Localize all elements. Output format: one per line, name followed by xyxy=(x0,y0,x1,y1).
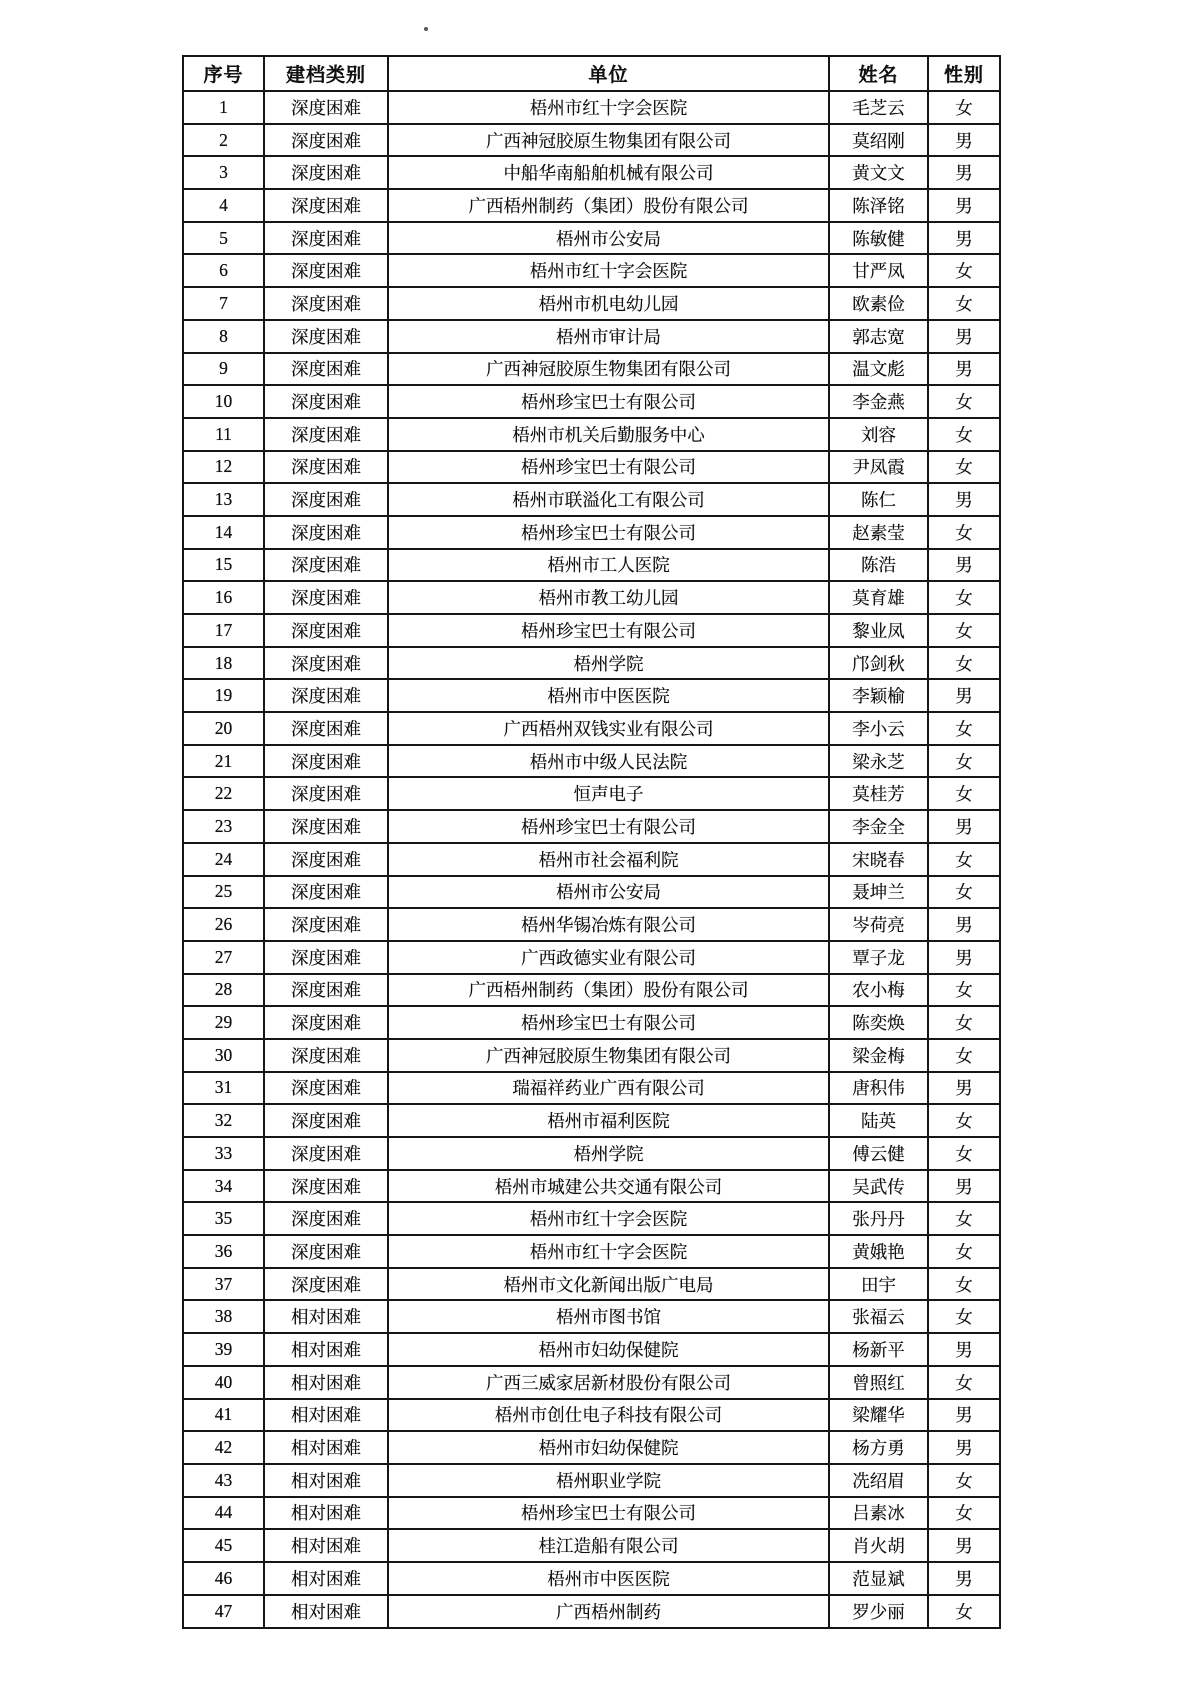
name-cell: 肖火胡 xyxy=(829,1529,928,1562)
organization-cell: 梧州市中医医院 xyxy=(388,679,829,712)
row-number-cell: 33 xyxy=(183,1137,264,1170)
organization-cell: 梧州市社会福利院 xyxy=(388,843,829,876)
row-number-cell: 36 xyxy=(183,1235,264,1268)
gender-cell: 男 xyxy=(928,549,1000,582)
category-cell: 深度困难 xyxy=(264,254,388,287)
organization-cell: 瑞福祥药业广西有限公司 xyxy=(388,1072,829,1105)
table-row xyxy=(183,876,1000,909)
table-row xyxy=(183,483,1000,516)
row-number-cell: 13 xyxy=(183,483,264,516)
table-row xyxy=(183,941,1000,974)
table-row xyxy=(183,614,1000,647)
gender-cell: 男 xyxy=(928,320,1000,353)
table-row xyxy=(183,91,1000,124)
category-cell: 深度困难 xyxy=(264,124,388,157)
row-number-cell: 4 xyxy=(183,189,264,222)
row-number-cell: 16 xyxy=(183,581,264,614)
row-number-cell: 8 xyxy=(183,320,264,353)
category-cell: 相对困难 xyxy=(264,1333,388,1366)
name-cell: 尹凤霞 xyxy=(829,451,928,484)
table-row xyxy=(183,647,1000,680)
gender-cell: 女 xyxy=(928,1268,1000,1301)
name-cell: 邝剑秋 xyxy=(829,647,928,680)
category-cell: 深度困难 xyxy=(264,91,388,124)
category-cell: 深度困难 xyxy=(264,1072,388,1105)
table-row xyxy=(183,156,1000,189)
gender-cell: 男 xyxy=(928,1170,1000,1203)
table-row xyxy=(183,1333,1000,1366)
table-row xyxy=(183,712,1000,745)
name-cell: 梁金梅 xyxy=(829,1039,928,1072)
organization-cell: 梧州珍宝巴士有限公司 xyxy=(388,614,829,647)
name-cell: 范显斌 xyxy=(829,1562,928,1595)
row-number-cell: 41 xyxy=(183,1399,264,1432)
name-cell: 吴武传 xyxy=(829,1170,928,1203)
category-cell: 相对困难 xyxy=(264,1595,388,1628)
gender-cell: 女 xyxy=(928,1366,1000,1399)
name-cell: 杨新平 xyxy=(829,1333,928,1366)
category-cell: 深度困难 xyxy=(264,1170,388,1203)
row-number-cell: 1 xyxy=(183,91,264,124)
organization-cell: 梧州市文化新闻出版广电局 xyxy=(388,1268,829,1301)
name-cell: 莫育雄 xyxy=(829,581,928,614)
roster-table xyxy=(182,55,1001,1629)
name-cell: 陈仁 xyxy=(829,483,928,516)
organization-cell: 梧州市红十字会医院 xyxy=(388,91,829,124)
name-cell: 莫绍刚 xyxy=(829,124,928,157)
name-cell: 杨方勇 xyxy=(829,1431,928,1464)
organization-cell: 桂江造船有限公司 xyxy=(388,1529,829,1562)
table-row xyxy=(183,679,1000,712)
row-number-cell: 40 xyxy=(183,1366,264,1399)
gender-cell: 男 xyxy=(928,222,1000,255)
gender-cell: 男 xyxy=(928,908,1000,941)
table-row xyxy=(183,1268,1000,1301)
category-cell: 深度困难 xyxy=(264,876,388,909)
category-cell: 相对困难 xyxy=(264,1431,388,1464)
gender-cell: 女 xyxy=(928,254,1000,287)
row-number-cell: 7 xyxy=(183,287,264,320)
row-number-cell: 15 xyxy=(183,549,264,582)
name-cell: 郭志宽 xyxy=(829,320,928,353)
row-number-cell: 6 xyxy=(183,254,264,287)
gender-cell: 女 xyxy=(928,712,1000,745)
table-row xyxy=(183,320,1000,353)
category-cell: 深度困难 xyxy=(264,516,388,549)
name-cell: 黄娥艳 xyxy=(829,1235,928,1268)
category-cell: 深度困难 xyxy=(264,974,388,1007)
gender-cell: 女 xyxy=(928,1039,1000,1072)
name-cell: 赵素莹 xyxy=(829,516,928,549)
gender-cell: 女 xyxy=(928,1104,1000,1137)
gender-cell: 女 xyxy=(928,516,1000,549)
name-cell: 梁永芝 xyxy=(829,745,928,778)
gender-cell: 男 xyxy=(928,124,1000,157)
name-cell: 陈浩 xyxy=(829,549,928,582)
gender-cell: 女 xyxy=(928,418,1000,451)
row-number-cell: 24 xyxy=(183,843,264,876)
gender-cell: 女 xyxy=(928,1235,1000,1268)
gender-cell: 女 xyxy=(928,1202,1000,1235)
row-number-cell: 14 xyxy=(183,516,264,549)
organization-cell: 梧州珍宝巴士有限公司 xyxy=(388,385,829,418)
name-cell: 张福云 xyxy=(829,1300,928,1333)
row-number-cell: 28 xyxy=(183,974,264,1007)
name-cell: 李小云 xyxy=(829,712,928,745)
organization-cell: 中船华南船舶机械有限公司 xyxy=(388,156,829,189)
name-cell: 覃子龙 xyxy=(829,941,928,974)
name-cell: 吕素冰 xyxy=(829,1497,928,1530)
organization-cell: 梧州市中医医院 xyxy=(388,1562,829,1595)
category-cell: 相对困难 xyxy=(264,1497,388,1530)
gender-cell: 女 xyxy=(928,1464,1000,1497)
gender-cell: 女 xyxy=(928,451,1000,484)
row-number-cell: 46 xyxy=(183,1562,264,1595)
category-cell: 深度困难 xyxy=(264,1104,388,1137)
name-cell: 刘容 xyxy=(829,418,928,451)
gender-cell: 女 xyxy=(928,1006,1000,1039)
name-cell: 唐积伟 xyxy=(829,1072,928,1105)
organization-cell: 梧州市公安局 xyxy=(388,222,829,255)
table-row xyxy=(183,1431,1000,1464)
gender-cell: 女 xyxy=(928,974,1000,1007)
category-cell: 深度困难 xyxy=(264,451,388,484)
category-cell: 相对困难 xyxy=(264,1366,388,1399)
organization-cell: 梧州市中级人民法院 xyxy=(388,745,829,778)
organization-cell: 梧州市妇幼保健院 xyxy=(388,1333,829,1366)
name-cell: 温文彪 xyxy=(829,353,928,386)
table-header xyxy=(183,56,1000,91)
gender-cell: 男 xyxy=(928,941,1000,974)
name-cell: 张丹丹 xyxy=(829,1202,928,1235)
table-row xyxy=(183,451,1000,484)
table-row xyxy=(183,745,1000,778)
category-cell: 深度困难 xyxy=(264,745,388,778)
row-number-cell: 34 xyxy=(183,1170,264,1203)
row-number-cell: 22 xyxy=(183,777,264,810)
gender-cell: 男 xyxy=(928,1431,1000,1464)
organization-cell: 梧州珍宝巴士有限公司 xyxy=(388,516,829,549)
category-cell: 深度困难 xyxy=(264,483,388,516)
organization-cell: 广西神冠胶原生物集团有限公司 xyxy=(388,1039,829,1072)
category-cell: 深度困难 xyxy=(264,1202,388,1235)
row-number-cell: 23 xyxy=(183,810,264,843)
header-gender: 性别 xyxy=(928,56,1000,91)
table-row xyxy=(183,1366,1000,1399)
organization-cell: 广西梧州制药（集团）股份有限公司 xyxy=(388,974,829,1007)
table-row xyxy=(183,1464,1000,1497)
gender-cell: 女 xyxy=(928,843,1000,876)
gender-cell: 男 xyxy=(928,353,1000,386)
category-cell: 深度困难 xyxy=(264,1039,388,1072)
organization-cell: 梧州珍宝巴士有限公司 xyxy=(388,1497,829,1530)
organization-cell: 梧州市公安局 xyxy=(388,876,829,909)
organization-cell: 梧州市红十字会医院 xyxy=(388,254,829,287)
row-number-cell: 10 xyxy=(183,385,264,418)
name-cell: 梁耀华 xyxy=(829,1399,928,1432)
organization-cell: 梧州市审计局 xyxy=(388,320,829,353)
gender-cell: 女 xyxy=(928,1300,1000,1333)
name-cell: 甘严凤 xyxy=(829,254,928,287)
table-row xyxy=(183,222,1000,255)
row-number-cell: 29 xyxy=(183,1006,264,1039)
row-number-cell: 2 xyxy=(183,124,264,157)
organization-cell: 梧州市图书馆 xyxy=(388,1300,829,1333)
category-cell: 深度困难 xyxy=(264,1268,388,1301)
name-cell: 李金燕 xyxy=(829,385,928,418)
row-number-cell: 17 xyxy=(183,614,264,647)
organization-cell: 梧州学院 xyxy=(388,1137,829,1170)
gender-cell: 女 xyxy=(928,287,1000,320)
organization-cell: 广西梧州制药 xyxy=(388,1595,829,1628)
table-row xyxy=(183,974,1000,1007)
gender-cell: 男 xyxy=(928,679,1000,712)
table-row xyxy=(183,1202,1000,1235)
table-row xyxy=(183,549,1000,582)
category-cell: 相对困难 xyxy=(264,1399,388,1432)
category-cell: 深度困难 xyxy=(264,777,388,810)
category-cell: 深度困难 xyxy=(264,353,388,386)
category-cell: 相对困难 xyxy=(264,1464,388,1497)
header-row-number: 序号 xyxy=(183,56,264,91)
category-cell: 深度困难 xyxy=(264,385,388,418)
row-number-cell: 18 xyxy=(183,647,264,680)
row-number-cell: 3 xyxy=(183,156,264,189)
organization-cell: 广西三威家居新材股份有限公司 xyxy=(388,1366,829,1399)
table-row xyxy=(183,1039,1000,1072)
gender-cell: 女 xyxy=(928,1497,1000,1530)
name-cell: 陈奕焕 xyxy=(829,1006,928,1039)
header-row xyxy=(183,56,1000,91)
row-number-cell: 31 xyxy=(183,1072,264,1105)
row-number-cell: 9 xyxy=(183,353,264,386)
gender-cell: 女 xyxy=(928,876,1000,909)
gender-cell: 男 xyxy=(928,189,1000,222)
table-row xyxy=(183,124,1000,157)
category-cell: 相对困难 xyxy=(264,1300,388,1333)
category-cell: 深度困难 xyxy=(264,908,388,941)
organization-cell: 广西梧州双钱实业有限公司 xyxy=(388,712,829,745)
name-cell: 陆英 xyxy=(829,1104,928,1137)
name-cell: 毛芝云 xyxy=(829,91,928,124)
header-organization: 单位 xyxy=(388,56,829,91)
name-cell: 曾照红 xyxy=(829,1366,928,1399)
organization-cell: 梧州市红十字会医院 xyxy=(388,1202,829,1235)
organization-cell: 梧州珍宝巴士有限公司 xyxy=(388,1006,829,1039)
row-number-cell: 12 xyxy=(183,451,264,484)
organization-cell: 梧州珍宝巴士有限公司 xyxy=(388,810,829,843)
table-row xyxy=(183,385,1000,418)
gender-cell: 男 xyxy=(928,1399,1000,1432)
table-row xyxy=(183,810,1000,843)
gender-cell: 女 xyxy=(928,385,1000,418)
category-cell: 深度困难 xyxy=(264,843,388,876)
name-cell: 农小梅 xyxy=(829,974,928,1007)
name-cell: 冼绍眉 xyxy=(829,1464,928,1497)
row-number-cell: 5 xyxy=(183,222,264,255)
gender-cell: 男 xyxy=(928,156,1000,189)
table-row xyxy=(183,908,1000,941)
organization-cell: 梧州市联溢化工有限公司 xyxy=(388,483,829,516)
gender-cell: 女 xyxy=(928,1137,1000,1170)
category-cell: 深度困难 xyxy=(264,941,388,974)
organization-cell: 梧州珍宝巴士有限公司 xyxy=(388,451,829,484)
gender-cell: 女 xyxy=(928,1595,1000,1628)
table-row xyxy=(183,1562,1000,1595)
name-cell: 莫桂芳 xyxy=(829,777,928,810)
name-cell: 黎业凤 xyxy=(829,614,928,647)
organization-cell: 梧州市教工幼儿园 xyxy=(388,581,829,614)
category-cell: 深度困难 xyxy=(264,320,388,353)
gender-cell: 女 xyxy=(928,614,1000,647)
organization-cell: 梧州华锡冶炼有限公司 xyxy=(388,908,829,941)
table-row xyxy=(183,1104,1000,1137)
table-row xyxy=(183,1170,1000,1203)
category-cell: 深度困难 xyxy=(264,549,388,582)
row-number-cell: 25 xyxy=(183,876,264,909)
row-number-cell: 26 xyxy=(183,908,264,941)
organization-cell: 恒声电子 xyxy=(388,777,829,810)
table-row xyxy=(183,843,1000,876)
row-number-cell: 45 xyxy=(183,1529,264,1562)
table-row xyxy=(183,777,1000,810)
row-number-cell: 19 xyxy=(183,679,264,712)
organization-cell: 广西神冠胶原生物集团有限公司 xyxy=(388,353,829,386)
row-number-cell: 43 xyxy=(183,1464,264,1497)
category-cell: 深度困难 xyxy=(264,1137,388,1170)
category-cell: 深度困难 xyxy=(264,1235,388,1268)
gender-cell: 男 xyxy=(928,810,1000,843)
name-cell: 傅云健 xyxy=(829,1137,928,1170)
category-cell: 深度困难 xyxy=(264,712,388,745)
organization-cell: 广西政德实业有限公司 xyxy=(388,941,829,974)
row-number-cell: 42 xyxy=(183,1431,264,1464)
table-row xyxy=(183,1399,1000,1432)
row-number-cell: 20 xyxy=(183,712,264,745)
gender-cell: 女 xyxy=(928,745,1000,778)
category-cell: 深度困难 xyxy=(264,189,388,222)
table-row xyxy=(183,1072,1000,1105)
category-cell: 深度困难 xyxy=(264,156,388,189)
scan-speck xyxy=(424,27,428,31)
table-row xyxy=(183,353,1000,386)
category-cell: 相对困难 xyxy=(264,1562,388,1595)
table-row xyxy=(183,1300,1000,1333)
name-cell: 罗少丽 xyxy=(829,1595,928,1628)
organization-cell: 梧州市机电幼儿园 xyxy=(388,287,829,320)
category-cell: 深度困难 xyxy=(264,647,388,680)
category-cell: 相对困难 xyxy=(264,1529,388,1562)
row-number-cell: 39 xyxy=(183,1333,264,1366)
gender-cell: 女 xyxy=(928,581,1000,614)
name-cell: 李金全 xyxy=(829,810,928,843)
header-category: 建档类别 xyxy=(264,56,388,91)
gender-cell: 男 xyxy=(928,1529,1000,1562)
table-row xyxy=(183,1006,1000,1039)
table-row xyxy=(183,1235,1000,1268)
table-row xyxy=(183,1497,1000,1530)
table-row xyxy=(183,581,1000,614)
organization-cell: 梧州市妇幼保健院 xyxy=(388,1431,829,1464)
row-number-cell: 21 xyxy=(183,745,264,778)
name-cell: 陈敏健 xyxy=(829,222,928,255)
organization-cell: 梧州市红十字会医院 xyxy=(388,1235,829,1268)
category-cell: 深度困难 xyxy=(264,581,388,614)
category-cell: 深度困难 xyxy=(264,418,388,451)
row-number-cell: 38 xyxy=(183,1300,264,1333)
category-cell: 深度困难 xyxy=(264,222,388,255)
row-number-cell: 11 xyxy=(183,418,264,451)
name-cell: 黄文文 xyxy=(829,156,928,189)
organization-cell: 梧州市工人医院 xyxy=(388,549,829,582)
category-cell: 深度困难 xyxy=(264,679,388,712)
name-cell: 田宇 xyxy=(829,1268,928,1301)
table-row xyxy=(183,1137,1000,1170)
name-cell: 宋晓春 xyxy=(829,843,928,876)
header-name: 姓名 xyxy=(829,56,928,91)
category-cell: 深度困难 xyxy=(264,810,388,843)
organization-cell: 梧州市福利医院 xyxy=(388,1104,829,1137)
table-row xyxy=(183,418,1000,451)
gender-cell: 男 xyxy=(928,1562,1000,1595)
organization-cell: 广西梧州制药（集团）股份有限公司 xyxy=(388,189,829,222)
name-cell: 岑荷亮 xyxy=(829,908,928,941)
name-cell: 李颖榆 xyxy=(829,679,928,712)
organization-cell: 广西神冠胶原生物集团有限公司 xyxy=(388,124,829,157)
gender-cell: 男 xyxy=(928,483,1000,516)
table-body xyxy=(183,91,1000,1628)
row-number-cell: 27 xyxy=(183,941,264,974)
row-number-cell: 47 xyxy=(183,1595,264,1628)
gender-cell: 女 xyxy=(928,777,1000,810)
organization-cell: 梧州市机关后勤服务中心 xyxy=(388,418,829,451)
row-number-cell: 37 xyxy=(183,1268,264,1301)
table-row xyxy=(183,254,1000,287)
category-cell: 深度困难 xyxy=(264,287,388,320)
gender-cell: 男 xyxy=(928,1333,1000,1366)
organization-cell: 梧州学院 xyxy=(388,647,829,680)
table-row xyxy=(183,1529,1000,1562)
row-number-cell: 32 xyxy=(183,1104,264,1137)
gender-cell: 男 xyxy=(928,1072,1000,1105)
row-number-cell: 35 xyxy=(183,1202,264,1235)
table-row xyxy=(183,287,1000,320)
name-cell: 欧素俭 xyxy=(829,287,928,320)
table-row xyxy=(183,1595,1000,1628)
name-cell: 聂坤兰 xyxy=(829,876,928,909)
category-cell: 深度困难 xyxy=(264,614,388,647)
gender-cell: 女 xyxy=(928,647,1000,680)
organization-cell: 梧州职业学院 xyxy=(388,1464,829,1497)
name-cell: 陈泽铭 xyxy=(829,189,928,222)
organization-cell: 梧州市创仕电子科技有限公司 xyxy=(388,1399,829,1432)
table-row xyxy=(183,516,1000,549)
organization-cell: 梧州市城建公共交通有限公司 xyxy=(388,1170,829,1203)
category-cell: 深度困难 xyxy=(264,1006,388,1039)
row-number-cell: 30 xyxy=(183,1039,264,1072)
row-number-cell: 44 xyxy=(183,1497,264,1530)
gender-cell: 女 xyxy=(928,91,1000,124)
table-row xyxy=(183,189,1000,222)
